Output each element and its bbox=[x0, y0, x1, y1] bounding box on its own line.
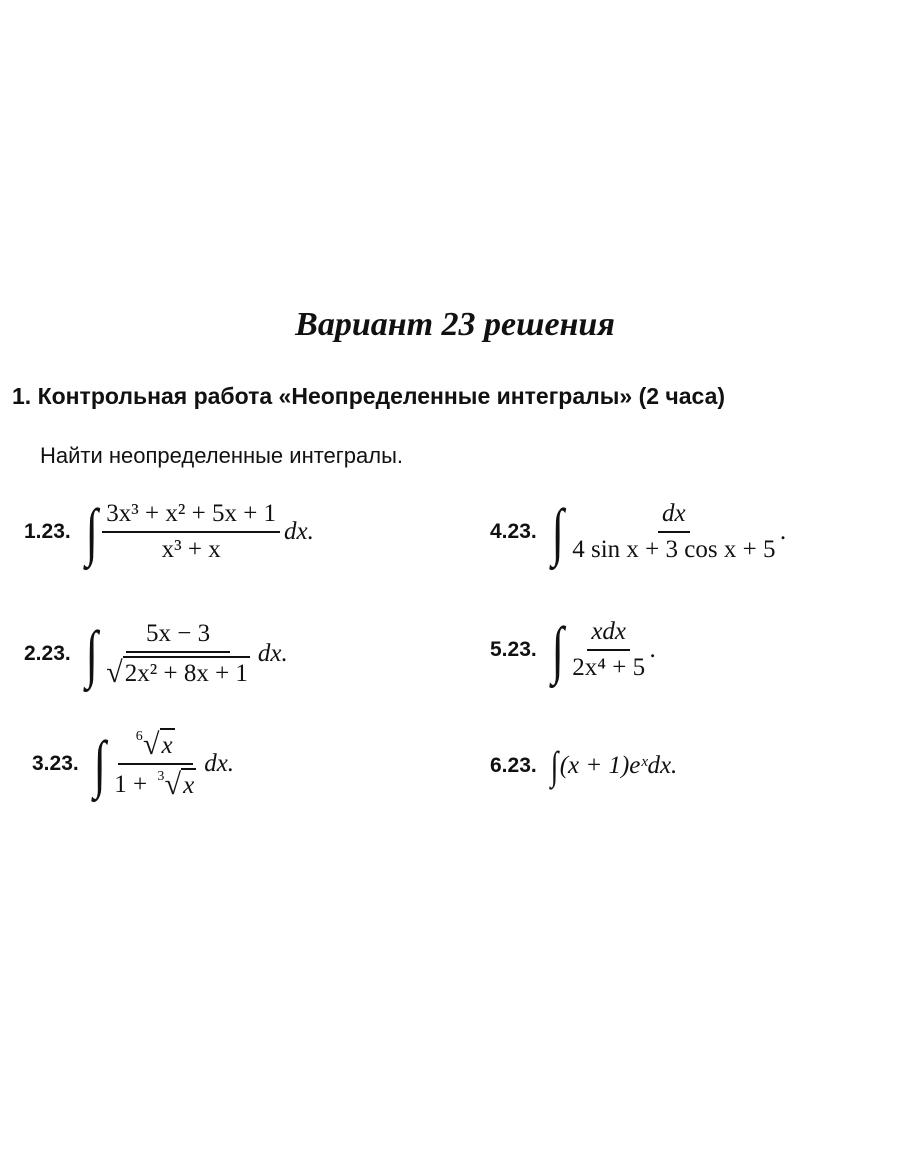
task-instruction: Найти неопределенные интегралы. bbox=[40, 443, 404, 468]
radical-sign: √ bbox=[143, 728, 160, 761]
numerator: xdx bbox=[587, 618, 630, 651]
radicand: 2x² + 8x + 1 bbox=[123, 656, 250, 688]
denominator bbox=[102, 653, 254, 688]
numerator: dx bbox=[658, 500, 690, 533]
problem-number: 4.23. bbox=[490, 520, 537, 543]
problem-number: 1.23. bbox=[24, 520, 71, 543]
root bbox=[165, 768, 197, 800]
denominator: 4 sin x + 3 cos x + 5 bbox=[572, 536, 776, 563]
problem-number: 3.23. bbox=[32, 752, 79, 775]
fraction bbox=[102, 620, 254, 688]
root-index: 6 bbox=[135, 729, 143, 744]
period: . bbox=[780, 518, 787, 545]
problem-number: 5.23. bbox=[490, 638, 537, 661]
root bbox=[143, 728, 175, 760]
denominator: x³ + x bbox=[161, 536, 221, 563]
problem-3-23 bbox=[32, 728, 234, 800]
integral-sign: ∫ bbox=[85, 618, 98, 689]
radical-sign: √ bbox=[164, 768, 182, 801]
section-heading: 1. Контрольная работа «Неопределенные интегралы» (2 часа) bbox=[12, 383, 726, 409]
denominator: 2x⁴ + 5 bbox=[572, 654, 646, 681]
integral-sign: ∫ bbox=[551, 496, 564, 567]
denominator bbox=[110, 765, 200, 800]
root-index: 3 bbox=[157, 769, 165, 784]
radicand: x bbox=[181, 768, 196, 800]
denominator-prefix: 1 + bbox=[114, 771, 148, 798]
differential: dx. bbox=[257, 640, 288, 667]
differential: dx. bbox=[284, 518, 314, 545]
integral-sign: ∫ bbox=[551, 614, 564, 685]
radicand: x bbox=[160, 728, 175, 760]
fraction bbox=[110, 728, 200, 800]
problem-1-23 bbox=[24, 496, 314, 567]
problem-2-23 bbox=[24, 620, 288, 688]
square-root bbox=[106, 656, 250, 688]
problem-number: 6.23. bbox=[490, 754, 537, 777]
numerator: 5x − 3 bbox=[126, 620, 230, 653]
fraction bbox=[102, 500, 280, 564]
problem-4-23 bbox=[490, 496, 787, 567]
fraction bbox=[568, 500, 779, 564]
integral-sign: ∫ bbox=[93, 728, 106, 799]
problem-number: 2.23. bbox=[24, 642, 71, 665]
integral-sign: ∫ bbox=[550, 743, 559, 788]
numerator: 3x³ + x² + 5x + 1 bbox=[102, 500, 280, 533]
radical-sign: √ bbox=[106, 656, 123, 689]
page-title: Вариант 23 решения bbox=[295, 306, 615, 343]
problem-6-23 bbox=[490, 743, 678, 788]
expression: (x + 1)eˣdx. bbox=[559, 752, 678, 779]
problem-5-23 bbox=[490, 614, 657, 685]
differential: dx. bbox=[204, 750, 235, 777]
fraction bbox=[568, 618, 649, 682]
numerator bbox=[118, 728, 193, 765]
integral-sign: ∫ bbox=[85, 496, 98, 567]
period: . bbox=[650, 636, 657, 663]
